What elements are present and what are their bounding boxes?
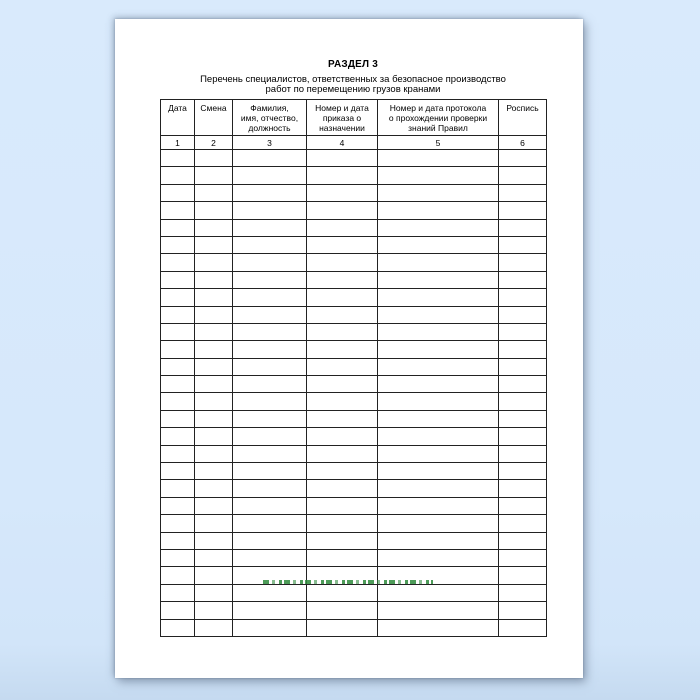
empty-cell [378, 619, 499, 636]
empty-cell [161, 376, 195, 393]
table-row [161, 428, 547, 445]
table-row [161, 480, 547, 497]
empty-cell [499, 219, 547, 236]
table-row [161, 584, 547, 601]
empty-cell [499, 150, 547, 167]
section-title: РАЗДЕЛ 3 [327, 59, 379, 70]
table-row [161, 532, 547, 549]
table-row [161, 358, 547, 375]
empty-cell [195, 445, 233, 462]
empty-cell [233, 202, 307, 219]
empty-cell [195, 584, 233, 601]
empty-cell [195, 358, 233, 375]
empty-cell [499, 532, 547, 549]
empty-cell [195, 150, 233, 167]
empty-cell [233, 167, 307, 184]
empty-cell [195, 289, 233, 306]
empty-cell [195, 184, 233, 201]
empty-cell [233, 341, 307, 358]
empty-cell [378, 602, 499, 619]
empty-cell [307, 549, 378, 566]
empty-cell [161, 602, 195, 619]
empty-cell [499, 236, 547, 253]
column-header-4: Номер и дата приказа о назначении [307, 100, 378, 136]
empty-cell [195, 410, 233, 427]
empty-cell [233, 497, 307, 514]
empty-cell [499, 341, 547, 358]
empty-cell [378, 445, 499, 462]
empty-cell [307, 497, 378, 514]
empty-cell [233, 567, 307, 584]
empty-cell [378, 532, 499, 549]
empty-cell [499, 254, 547, 271]
empty-cell [161, 358, 195, 375]
empty-cell [233, 219, 307, 236]
empty-cell [378, 323, 499, 340]
empty-cell [161, 150, 195, 167]
empty-cell [307, 480, 378, 497]
empty-cell [307, 445, 378, 462]
empty-cell [233, 289, 307, 306]
empty-cell [307, 254, 378, 271]
table-row [161, 376, 547, 393]
empty-cell [307, 463, 378, 480]
empty-cell [378, 289, 499, 306]
table-row [161, 515, 547, 532]
empty-cell [499, 376, 547, 393]
empty-cell [161, 236, 195, 253]
empty-cell [378, 410, 499, 427]
empty-cell [378, 428, 499, 445]
empty-cell [499, 619, 547, 636]
table-row [161, 410, 547, 427]
empty-cell [233, 323, 307, 340]
empty-cell [195, 428, 233, 445]
empty-cell [378, 393, 499, 410]
table-row [161, 167, 547, 184]
column-header-5: Номер и дата протокола о прохождении проверки знаний Правил [378, 100, 499, 136]
empty-cell [233, 410, 307, 427]
empty-cell [378, 584, 499, 601]
table-row [161, 219, 547, 236]
empty-cell [195, 323, 233, 340]
table-row [161, 567, 547, 584]
empty-cell [499, 515, 547, 532]
empty-cell [378, 515, 499, 532]
empty-cell [307, 202, 378, 219]
section-heading [160, 60, 546, 96]
empty-cell [499, 184, 547, 201]
empty-cell [307, 428, 378, 445]
empty-cell [161, 271, 195, 288]
table-row [161, 271, 547, 288]
table-row [161, 184, 547, 201]
empty-cell [161, 515, 195, 532]
empty-cell [499, 167, 547, 184]
column-header-1: Дата [161, 100, 195, 136]
column-header-3: Фамилия, имя, отчество, должность [233, 100, 307, 136]
empty-cell [233, 184, 307, 201]
empty-cell [307, 219, 378, 236]
empty-cell [233, 463, 307, 480]
empty-cell [378, 549, 499, 566]
empty-cell [499, 497, 547, 514]
empty-cell [307, 410, 378, 427]
empty-cell [378, 236, 499, 253]
empty-cell [233, 254, 307, 271]
empty-cell [378, 254, 499, 271]
empty-cell [307, 289, 378, 306]
empty-cell [499, 480, 547, 497]
column-number-1: 1 [161, 136, 195, 150]
empty-cell [195, 602, 233, 619]
table-row [161, 602, 547, 619]
empty-cell [307, 167, 378, 184]
table-caption-line2: работ по перемещению грузов кранами [265, 84, 441, 95]
table-row [161, 202, 547, 219]
specialists-table [160, 99, 547, 637]
empty-cell [499, 584, 547, 601]
empty-cell [161, 184, 195, 201]
empty-cell [233, 602, 307, 619]
empty-cell [307, 306, 378, 323]
table-row [161, 463, 547, 480]
empty-cell [378, 463, 499, 480]
empty-cell [499, 602, 547, 619]
empty-cell [233, 445, 307, 462]
empty-cell [499, 549, 547, 566]
empty-cell [307, 323, 378, 340]
empty-cell [307, 358, 378, 375]
table-row [161, 150, 547, 167]
empty-cell [307, 619, 378, 636]
table-row [161, 393, 547, 410]
empty-cell [307, 236, 378, 253]
empty-cell [195, 219, 233, 236]
empty-cell [161, 567, 195, 584]
empty-cell [233, 150, 307, 167]
empty-cell [499, 393, 547, 410]
empty-cell [161, 393, 195, 410]
empty-cell [499, 306, 547, 323]
empty-cell [378, 150, 499, 167]
column-header-2: Смена [195, 100, 233, 136]
empty-cell [195, 341, 233, 358]
empty-cell [195, 567, 233, 584]
empty-cell [161, 219, 195, 236]
empty-cell [378, 271, 499, 288]
empty-cell [195, 376, 233, 393]
empty-cell [307, 341, 378, 358]
empty-cell [195, 532, 233, 549]
table-row [161, 497, 547, 514]
empty-cell [499, 271, 547, 288]
empty-cell [195, 393, 233, 410]
table-row [161, 289, 547, 306]
empty-cell [233, 532, 307, 549]
empty-cell [233, 480, 307, 497]
document-page [115, 19, 583, 678]
table-caption-line1: Перечень специалистов, ответственных за безопасное производство [200, 73, 506, 85]
empty-cell [233, 358, 307, 375]
column-number-4: 4 [307, 136, 378, 150]
empty-cell [195, 306, 233, 323]
empty-cell [307, 393, 378, 410]
table-row [161, 549, 547, 566]
empty-cell [161, 428, 195, 445]
empty-cell [161, 480, 195, 497]
empty-cell [195, 549, 233, 566]
empty-cell [499, 445, 547, 462]
empty-cell [378, 167, 499, 184]
empty-cell [161, 445, 195, 462]
empty-cell [499, 567, 547, 584]
empty-cell [161, 341, 195, 358]
empty-cell [161, 584, 195, 601]
empty-cell [233, 549, 307, 566]
empty-cell [195, 515, 233, 532]
empty-cell [161, 532, 195, 549]
empty-cell [307, 584, 378, 601]
column-number-6: 6 [499, 136, 547, 150]
empty-cell [307, 184, 378, 201]
empty-cell [161, 289, 195, 306]
empty-cell [161, 410, 195, 427]
empty-cell [233, 619, 307, 636]
column-header-6: Роспись [499, 100, 547, 136]
empty-cell [233, 236, 307, 253]
empty-cell [233, 306, 307, 323]
empty-cell [307, 271, 378, 288]
empty-cell [378, 497, 499, 514]
empty-cell [195, 497, 233, 514]
empty-cell [195, 619, 233, 636]
empty-cell [161, 497, 195, 514]
empty-cell [378, 202, 499, 219]
empty-cell [499, 358, 547, 375]
empty-cell [161, 549, 195, 566]
column-number-2: 2 [195, 136, 233, 150]
empty-cell [233, 271, 307, 288]
empty-cell [161, 202, 195, 219]
empty-cell [378, 358, 499, 375]
empty-cell [307, 602, 378, 619]
empty-cell [378, 219, 499, 236]
table-row [161, 341, 547, 358]
empty-cell [499, 428, 547, 445]
empty-cell [233, 393, 307, 410]
column-number-5: 5 [378, 136, 499, 150]
table-row [161, 619, 547, 636]
empty-cell [161, 619, 195, 636]
empty-cell [499, 323, 547, 340]
column-number-row [161, 136, 547, 150]
empty-cell [307, 532, 378, 549]
table-row [161, 445, 547, 462]
empty-cell [499, 289, 547, 306]
empty-cell [307, 567, 378, 584]
empty-cell [195, 167, 233, 184]
empty-cell [307, 150, 378, 167]
empty-cell [195, 236, 233, 253]
empty-cell [161, 254, 195, 271]
empty-cell [378, 376, 499, 393]
empty-cell [378, 341, 499, 358]
empty-cell [195, 254, 233, 271]
empty-cell [499, 202, 547, 219]
empty-cell [378, 567, 499, 584]
table-row [161, 236, 547, 253]
empty-cell [195, 463, 233, 480]
empty-cell [233, 428, 307, 445]
table-row [161, 254, 547, 271]
empty-cell [378, 184, 499, 201]
empty-cell [195, 202, 233, 219]
empty-cell [195, 271, 233, 288]
empty-cell [161, 167, 195, 184]
empty-cell [233, 584, 307, 601]
empty-cell [161, 463, 195, 480]
empty-cell [195, 480, 233, 497]
table-row [161, 323, 547, 340]
empty-cell [307, 515, 378, 532]
empty-cell [499, 463, 547, 480]
column-number-3: 3 [233, 136, 307, 150]
header-row [161, 100, 547, 136]
empty-cell [161, 323, 195, 340]
empty-cell [378, 480, 499, 497]
table-row [161, 306, 547, 323]
empty-cell [499, 410, 547, 427]
empty-cell [233, 515, 307, 532]
empty-cell [161, 306, 195, 323]
empty-cell [307, 376, 378, 393]
empty-cell [233, 376, 307, 393]
empty-cell [378, 306, 499, 323]
